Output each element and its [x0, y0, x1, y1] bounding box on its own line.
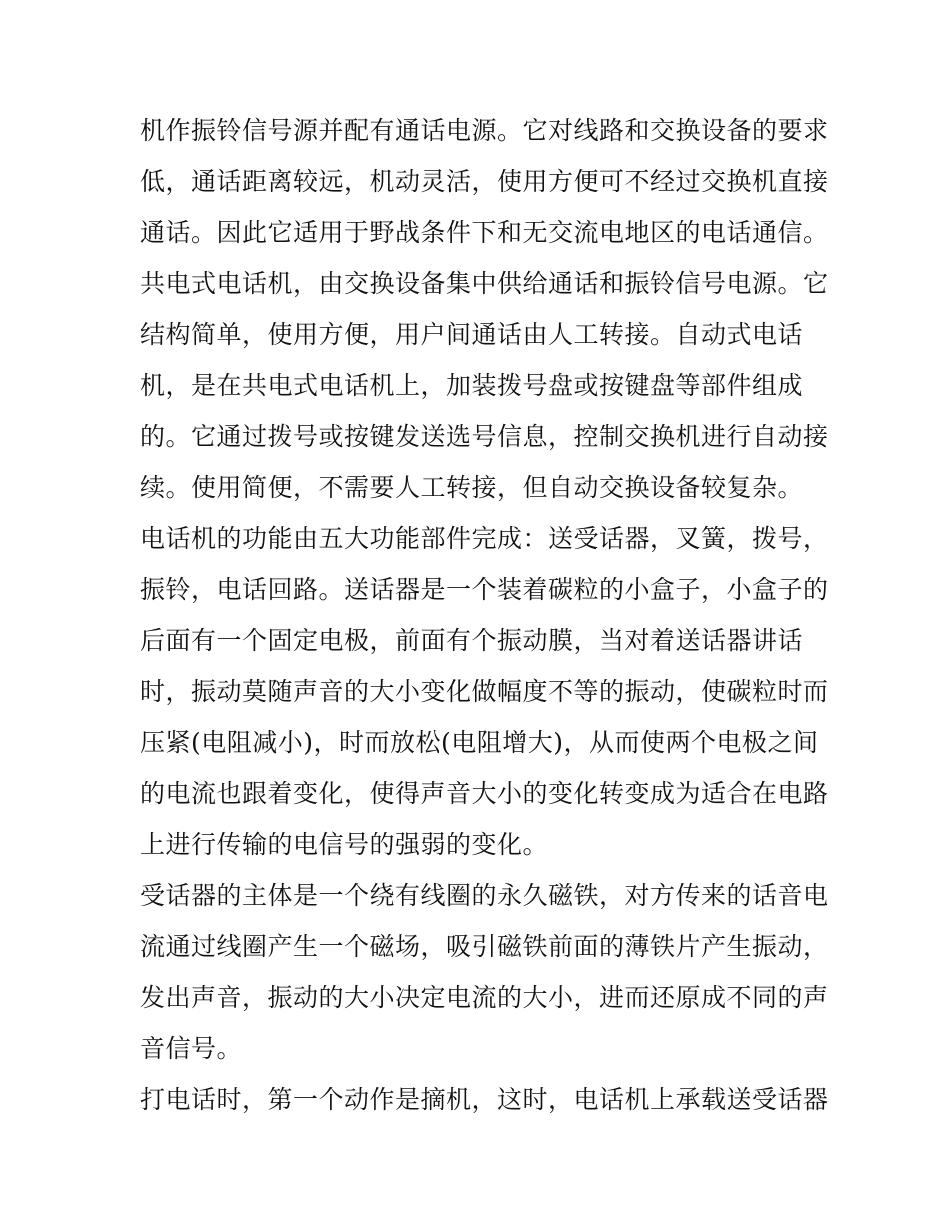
text-line: 流通过线圈产生一个磁场，吸引磁铁前面的薄铁片产生振动， [140, 932, 829, 961]
text-line: 的电流也跟着变化，使得声音大小的变化转变成为适合在电路 [140, 779, 829, 808]
text-line: 续。使用简便，不需要人工转接，但自动交换设备较复杂。 [140, 473, 804, 502]
text-line: 结构简单，使用方便，用户间通话由人工转接。自动式电话 [140, 320, 804, 349]
text-line: 受话器的主体是一个绕有线圈的永久磁铁，对方传来的话音电 [140, 881, 829, 910]
text-line: 音信号。 [140, 1034, 243, 1063]
text-line: 机，是在共电式电话机上，加装拨号盘或按键盘等部件组成 [140, 371, 804, 400]
text-line: 低，通话距离较远，机动灵活，使用方便可不经过交换机直接 [140, 167, 829, 196]
text-line: 时，振动莫随声音的大小变化做幅度不等的振动，使碳粒时而 [140, 677, 829, 706]
text-line: 后面有一个固定电极，前面有个振动膜，当对着送话器讲话 [140, 626, 804, 655]
body-text [140, 105, 829, 1125]
text-line: 的。它通过拨号或按键发送选号信息，控制交换机进行自动接 [140, 422, 829, 451]
text-line: 压紧(电阻减小)，时而放松(电阻增大)，从而使两个电极之间 [140, 728, 819, 757]
text-line: 打电话时，第一个动作是摘机，这时，电话机上承载送受话器 [140, 1085, 829, 1114]
text-line: 通话。因此它适用于野战条件下和无交流电地区的电话通信。 [140, 218, 829, 247]
text-line: 上进行传输的电信号的强弱的变化。 [140, 830, 549, 859]
text-line: 电话机的功能由五大功能部件完成：送受话器，叉簧，拨号， [140, 524, 829, 553]
text-line: 机作振铃信号源并配有通话电源。它对线路和交换设备的要求 [140, 116, 829, 145]
text-line: 振铃，电话回路。送话器是一个装着碳粒的小盒子，小盒子的 [140, 575, 829, 604]
text-line: 发出声音，振动的大小决定电流的大小，进而还原成不同的声 [140, 983, 829, 1012]
text-line: 共电式电话机，由交换设备集中供给通话和振铃信号电源。它 [140, 269, 829, 298]
